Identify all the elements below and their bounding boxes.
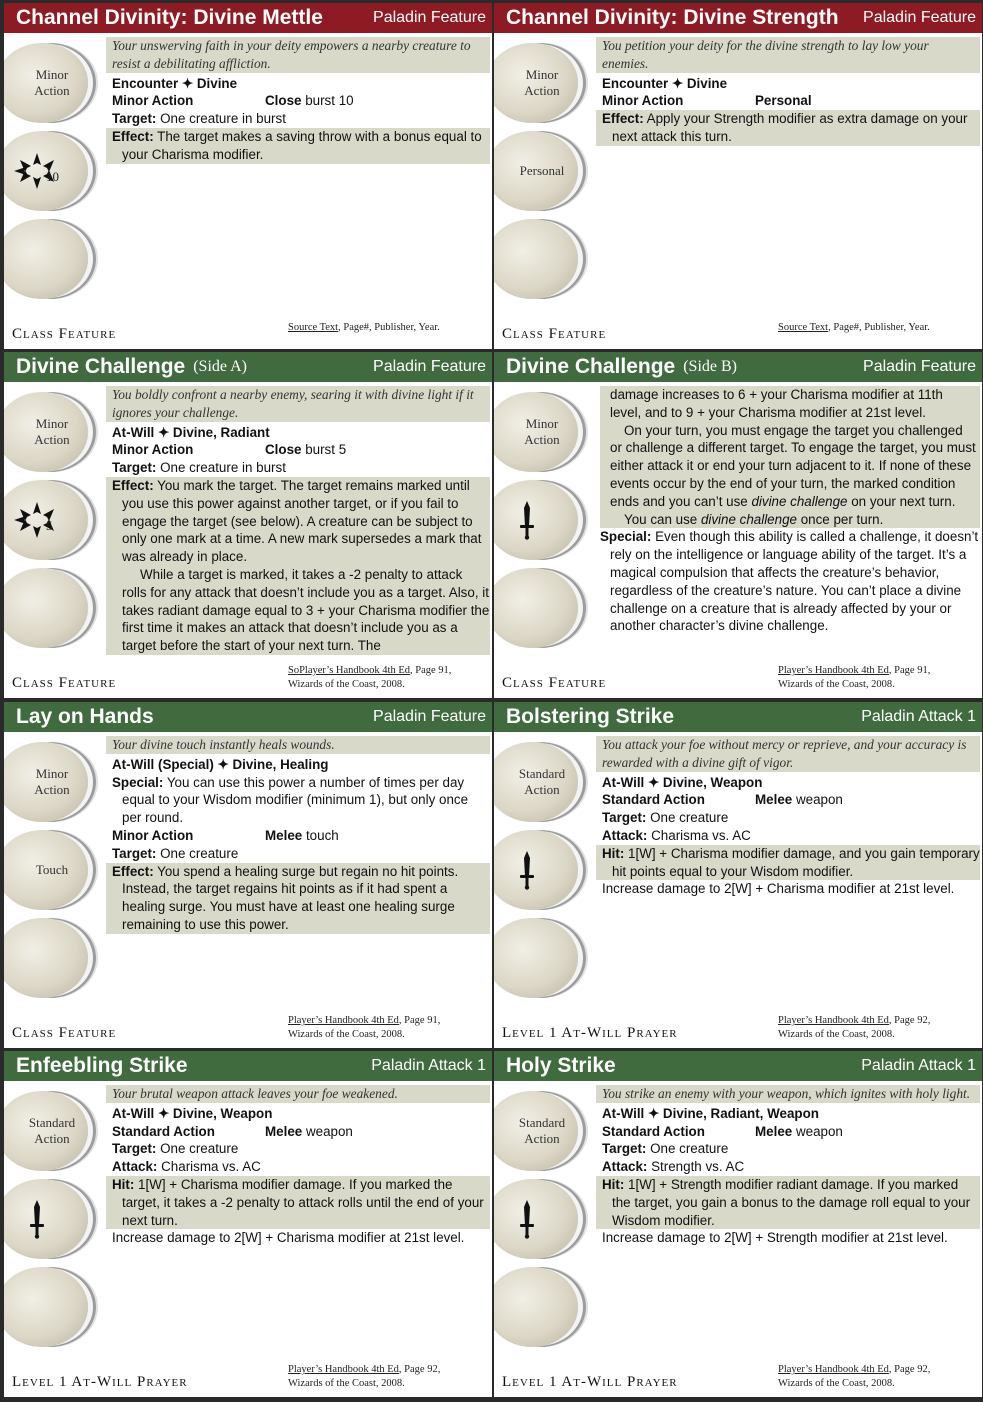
blank-orb — [4, 219, 88, 299]
card-header — [4, 352, 492, 384]
power-card-bolstering-strike — [494, 702, 982, 1048]
card-header — [494, 352, 982, 384]
special-line: Special: You can use this power a number of times per day equal to your Wisdom modifier (minimum 1), but only once per round. — [112, 774, 469, 826]
blank-orb — [4, 568, 88, 648]
card-header — [4, 3, 492, 35]
source-citation: Player’s Handbook 4th Ed, Page 92, Wizards of the Coast, 2008. — [778, 1015, 931, 1040]
card-title: Enfeebling Strike — [16, 1054, 188, 1077]
orb-column — [494, 37, 590, 307]
blank-orb — [4, 918, 88, 998]
action-orb — [494, 392, 578, 472]
action-range-row — [106, 1123, 490, 1141]
range: Melee weapon — [755, 1123, 843, 1139]
orb-column — [494, 1085, 590, 1355]
flavor-text: You strike an enemy with your weapon, which ignites with holy light. — [596, 1085, 980, 1103]
card-class-label: Paladin Attack 1 — [371, 1057, 486, 1074]
action-range-row — [106, 827, 490, 845]
action-type-label: Standard Action — [28, 1115, 76, 1146]
hit-line: Hit: 1[W] + Charisma modifier damage. If you marked the target, it takes a -2 penalty to attack rolls until the end of your next turn. — [106, 1176, 490, 1229]
attack-line: Attack: Strength vs. AC — [602, 1159, 745, 1175]
range: Melee touch — [265, 827, 339, 843]
card-header — [494, 3, 982, 35]
orb-column — [4, 1085, 100, 1355]
card-body — [106, 386, 490, 655]
card-footer: Class Feature — [502, 675, 607, 691]
effect-line: Effect: The target makes a saving throw with a bonus equal to your Charisma modifier. — [106, 128, 490, 164]
keywords: At-Will ✦ Divine, Radiant, Weapon — [602, 1105, 819, 1121]
range: Personal — [755, 93, 812, 109]
target-line: Target: One creature — [602, 810, 729, 826]
dagger-icon — [504, 850, 550, 890]
card-class-label: Paladin Feature — [863, 358, 976, 375]
orb-column — [4, 736, 100, 1006]
target-line: Target: One creature in burst — [112, 460, 286, 476]
card-body — [106, 1085, 490, 1247]
card-body — [596, 1085, 980, 1247]
increase-line: Increase damage to 2[W] + Strength modifier at 21st level. — [602, 1230, 948, 1246]
action-range-row — [596, 92, 980, 110]
card-footer: Class Feature — [502, 326, 607, 342]
action-range-row — [106, 92, 490, 110]
dagger-icon — [14, 1199, 60, 1239]
card-header — [494, 1051, 982, 1083]
attack-line: Attack: Charisma vs. AC — [112, 1159, 261, 1175]
orb-column — [4, 386, 100, 656]
card-class-label: Paladin Attack 1 — [861, 1057, 976, 1074]
attack-line: Attack: Charisma vs. AC — [602, 827, 751, 843]
card-header — [494, 702, 982, 734]
action-range-row — [596, 791, 980, 809]
keywords: At-Will (Special) ✦ Divine, Healing — [112, 756, 329, 772]
source-citation: SoPlayer’s Handbook 4th Ed, Page 91, Wizards of the Coast, 2008. — [288, 665, 452, 690]
action-type: Standard Action — [602, 792, 705, 808]
range-orb — [4, 131, 88, 211]
keywords: At-Will ✦ Divine, Weapon — [112, 1105, 273, 1121]
keywords: At-Will ✦ Divine, Weapon — [602, 774, 763, 790]
dagger-icon — [504, 1199, 550, 1239]
source-citation: Source Text, Page#, Publisher, Year. — [778, 322, 930, 333]
card-footer: Class Feature — [12, 326, 117, 342]
flavor-text: You petition your deity for the divine strength to lay low your enemies. — [596, 37, 980, 73]
card-body — [596, 37, 980, 146]
power-card-lay-on-hands — [4, 702, 492, 1048]
weapon-orb — [494, 830, 578, 910]
action-type-label: Minor Action — [524, 67, 560, 98]
flavor-text: You attack your foe without mercy or reprieve, and your accuracy is rewarded with a divine gift of vigor. — [596, 736, 980, 772]
effect-line: Effect: You mark the target. The target remains marked until you use this power against another target, or if you fail to engage the target (see below). A creature can be subject to only one mark at a time. A new mark supersedes a mark that was already in place. While a target is marked, it takes a -2 penalty to attack rolls for any attack that doesn’t include you as a target. Also, it takes radiant damage equal to 3 + your Charisma modifier the first time it makes an attack that doesn’t include you as a target before the start of your next turn. The — [106, 477, 490, 655]
action-range-row — [106, 441, 490, 459]
power-card-divine-challenge-b — [494, 352, 982, 698]
card-class-label: Paladin Feature — [373, 358, 486, 375]
blank-orb — [494, 1267, 578, 1347]
keywords: Encounter ✦ Divine — [602, 75, 728, 91]
power-card-holy-strike — [494, 1051, 982, 1397]
weapon-orb — [494, 1179, 578, 1259]
power-card-enfeebling-strike — [4, 1051, 492, 1397]
card-footer: Level 1 At-Will Prayer — [12, 1374, 188, 1390]
action-type: Minor Action — [112, 442, 194, 458]
hit-line: Hit: 1[W] + Charisma modifier damage, and you gain temporary hit points equal to your Wisdom modifier. — [596, 845, 980, 881]
paragraph: On your turn, you must engage the target you challenged or challenge a different target. To engage the target, you must either attack it or end your turn adjacent to it. If none of these events occur by the end of your turn, the marked condition ends and you can’t use divine challenge on your next turn. — [610, 422, 976, 509]
burst-size: 10 — [46, 169, 59, 184]
card-title: Holy Strike — [506, 1054, 616, 1077]
range: Melee weapon — [755, 792, 843, 808]
blank-orb — [494, 568, 578, 648]
flavor-text: Your unswerving faith in your deity empowers a nearby creature to resist a debilitating affliction. — [106, 37, 490, 73]
paragraph: damage increases to 6 + your Charisma modifier at 11th level, and to 9 + your Charisma modifier at 21st level. — [610, 387, 943, 420]
action-type-label: Minor Action — [34, 766, 70, 797]
card-title: Channel Divinity: Divine Mettle — [16, 6, 323, 29]
card-footer: Level 1 At-Will Prayer — [502, 1025, 678, 1041]
card-side: (Side A) — [193, 358, 247, 375]
target-line: Target: One creature — [112, 1141, 239, 1157]
flavor-text: Your divine touch instantly heals wounds. — [106, 736, 490, 754]
action-type-label: Standard Action — [518, 1115, 566, 1146]
weapon-orb — [4, 1179, 88, 1259]
action-orb — [4, 43, 88, 123]
action-orb — [4, 392, 88, 472]
weapon-orb — [494, 480, 578, 560]
action-type: Minor Action — [112, 827, 194, 843]
card-body — [600, 386, 980, 635]
card-class-label: Paladin Feature — [863, 9, 976, 26]
card-title: Divine Challenge — [16, 355, 186, 378]
orb-column — [494, 736, 590, 1006]
source-citation: Player’s Handbook 4th Ed, Page 92, Wizards of the Coast, 2008. — [288, 1364, 441, 1389]
card-title: Channel Divinity: Divine Strength — [506, 6, 839, 29]
action-orb — [494, 43, 578, 123]
increase-line: Increase damage to 2[W] + Charisma modifier at 21st level. — [602, 881, 955, 897]
orb-column — [494, 386, 590, 656]
blank-orb — [494, 918, 578, 998]
source-citation: Player’s Handbook 4th Ed, Page 91, Wizards of the Coast, 2008. — [778, 665, 931, 690]
action-type: Minor Action — [112, 93, 194, 109]
range-label: Touch — [35, 862, 69, 877]
dagger-icon — [504, 500, 550, 540]
orb-column — [4, 37, 100, 307]
card-body — [106, 736, 490, 934]
continued-text — [600, 386, 980, 528]
power-card-divine-challenge-a — [4, 352, 492, 698]
card-class-label: Paladin Feature — [373, 9, 486, 26]
target-line: Target: One creature in burst — [112, 111, 286, 127]
card-footer: Class Feature — [12, 675, 117, 691]
power-card-divine-strength — [494, 3, 982, 349]
card-footer: Class Feature — [12, 1025, 117, 1041]
action-range-row — [596, 1123, 980, 1141]
action-type: Standard Action — [112, 1123, 215, 1139]
source-citation: Player’s Handbook 4th Ed, Page 91, Wizards of the Coast, 2008. — [288, 1015, 441, 1040]
range: Close burst 5 — [265, 442, 347, 458]
close-burst-icon — [14, 500, 60, 540]
hit-line: Hit: 1[W] + Strength modifier radiant damage. If you marked the target, you gain a bonus to the damage roll equal to your Wisdom modifier. — [596, 1176, 980, 1229]
range-orb — [494, 131, 578, 211]
card-body — [106, 37, 490, 164]
target-line: Target: One creature — [112, 845, 239, 861]
range: Close burst 10 — [265, 93, 354, 109]
increase-line: Increase damage to 2[W] + Charisma modifier at 21st level. — [112, 1230, 465, 1246]
flavor-text: You boldly confront a nearby enemy, searing it with divine light if it ignores your challenge. — [106, 386, 490, 422]
action-orb — [494, 1091, 578, 1171]
card-header — [4, 1051, 492, 1083]
card-body — [596, 736, 980, 898]
range-orb — [4, 830, 88, 910]
range-orb — [4, 480, 88, 560]
card-footer: Level 1 At-Will Prayer — [502, 1374, 678, 1390]
effect-line: Effect: You spend a healing surge but regain no hit points. Instead, the target regains hit points as if it had spent a healing surge. You must have at least one healing surge remaining to use this power. — [106, 863, 490, 934]
card-header — [4, 702, 492, 734]
special-line: Special: Even though this ability is called a challenge, it doesn’t rely on the intelligence or language ability of the target. It’s a magical compulsion that affects the creature’s behavior, regardless of the creature’s nature. You can’t place a divine challenge on a creature that is already affected by your or another character’s divine challenge. — [600, 529, 979, 634]
target-line: Target: One creature — [602, 1141, 729, 1157]
action-orb — [4, 742, 88, 822]
source-citation: Source Text, Page#, Publisher, Year. — [288, 322, 440, 333]
card-title: Divine Challenge — [506, 355, 676, 378]
source-citation: Player’s Handbook 4th Ed, Page 92, Wizards of the Coast, 2008. — [778, 1364, 931, 1389]
effect-line: Effect: Apply your Strength modifier as extra damage on your next attack this turn. — [596, 110, 980, 146]
action-type: Standard Action — [602, 1123, 705, 1139]
range: Melee weapon — [265, 1123, 353, 1139]
card-side: (Side B) — [683, 358, 737, 375]
burst-size: 5 — [46, 518, 53, 533]
card-title: Lay on Hands — [16, 705, 154, 728]
card-class-label: Paladin Attack 1 — [861, 708, 976, 725]
flavor-text: Your brutal weapon attack leaves your foe weakened. — [106, 1085, 490, 1103]
blank-orb — [4, 1267, 88, 1347]
power-card-divine-mettle — [4, 3, 492, 349]
action-orb — [494, 742, 578, 822]
action-orb — [4, 1091, 88, 1171]
keywords: Encounter ✦ Divine — [112, 75, 238, 91]
card-class-label: Paladin Feature — [373, 708, 486, 725]
effect-continued: While a target is marked, it takes a -2 penalty to attack rolls for any attack that doesn’t include you as a target. Also, it takes radiant damage equal to 3 + your Charisma modifier the first time it makes an attack that doesn’t include you as a target before the start of your next turn. The — [122, 566, 490, 654]
action-type-label: Minor Action — [34, 67, 70, 98]
paragraph: You can use divine challenge once per turn. — [624, 511, 884, 527]
action-type: Minor Action — [602, 93, 684, 109]
blank-orb — [494, 219, 578, 299]
card-title: Bolstering Strike — [506, 705, 675, 728]
action-type-label: Standard Action — [518, 766, 566, 797]
range-label: Personal — [519, 163, 565, 178]
keywords: At-Will ✦ Divine, Radiant — [112, 424, 270, 440]
action-type-label: Minor Action — [34, 416, 70, 447]
action-type-label: Minor Action — [524, 416, 560, 447]
